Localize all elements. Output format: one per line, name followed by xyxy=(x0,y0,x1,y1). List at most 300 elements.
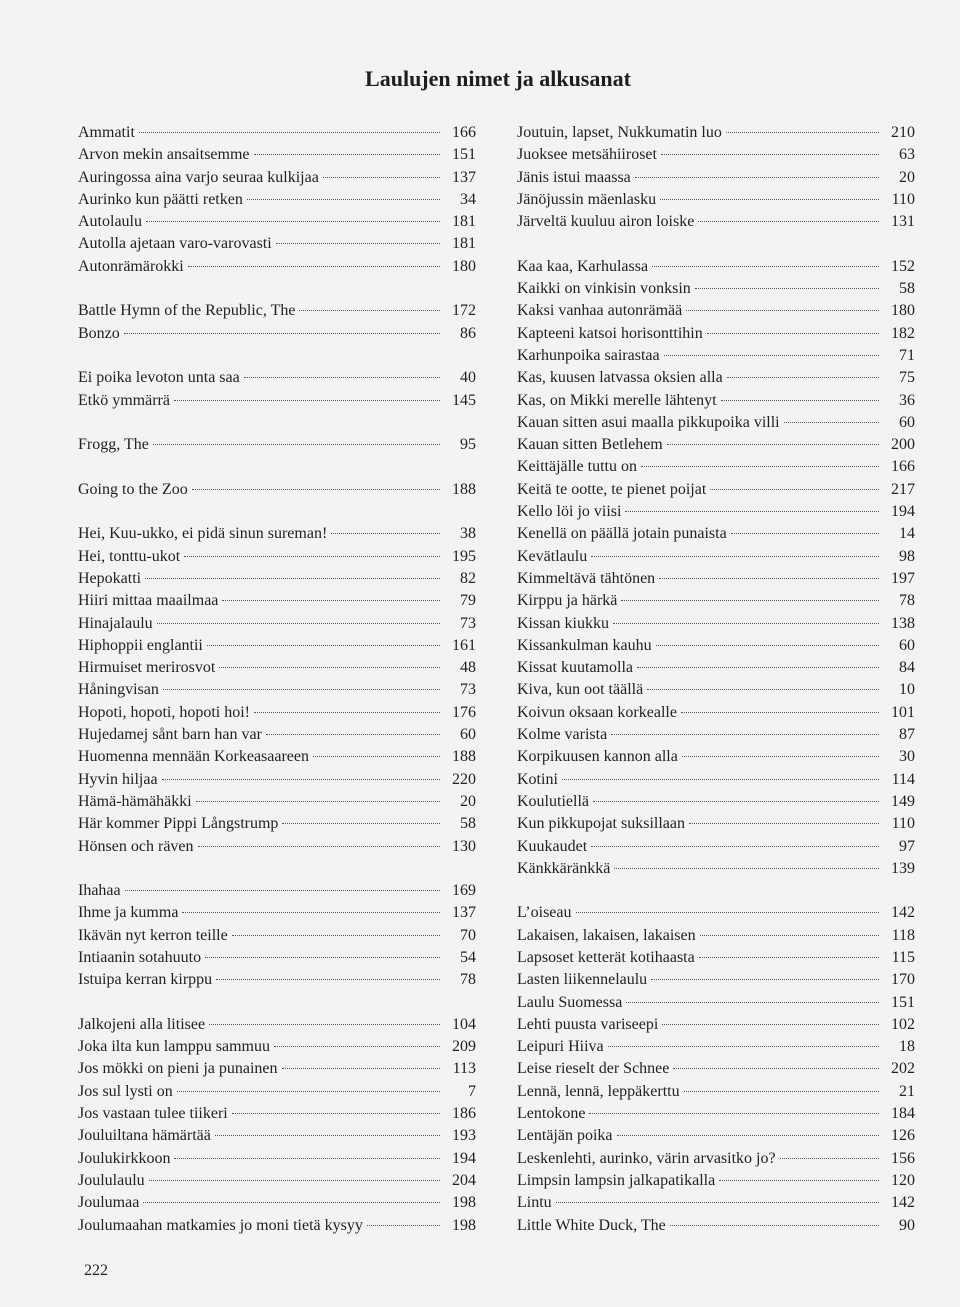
page-reference: 97 xyxy=(899,837,915,855)
song-title: Kenellä on päällä jotain punaista xyxy=(517,525,727,543)
song-title: Koivun oksaan korkealle xyxy=(517,703,677,721)
song-title: Karhunpoika sairastaa xyxy=(517,346,660,364)
page-reference: 18 xyxy=(899,1038,915,1056)
page-reference: 20 xyxy=(460,792,476,810)
page-reference: 204 xyxy=(452,1171,476,1189)
song-title: Hämä-hämähäkki xyxy=(78,792,192,810)
page-title: Laulujen nimet ja alkusanat xyxy=(365,66,631,91)
index-entry xyxy=(78,323,476,345)
dot-leader xyxy=(784,422,879,423)
page-reference: 30 xyxy=(899,748,915,766)
song-title: Frogg, The xyxy=(78,436,149,454)
page-reference: 176 xyxy=(452,703,476,721)
song-title: Lennä, lennä, leppäkerttu xyxy=(517,1082,680,1100)
page-reference: 98 xyxy=(899,547,915,565)
song-title: Jänöjussin mäenlasku xyxy=(517,190,657,208)
index-entry xyxy=(78,746,476,768)
song-title: Hujedamej sånt barn han var xyxy=(78,726,262,744)
song-title: Lehti puusta variseepi xyxy=(517,1015,659,1033)
index-entry xyxy=(517,947,915,969)
song-title: Lakaisen, lakaisen, lakaisen xyxy=(517,926,696,944)
index-entry xyxy=(517,1036,915,1058)
index-entry xyxy=(78,189,476,211)
index-entry xyxy=(78,546,476,568)
dot-leader xyxy=(367,1225,440,1226)
song-title: Etkö ymmärrä xyxy=(78,391,170,409)
song-title: Juoksee metsähiiroset xyxy=(517,146,657,164)
section-gap xyxy=(78,456,476,478)
song-title: Här kommer Pippi Långstrump xyxy=(78,815,279,833)
page-reference: 40 xyxy=(460,369,476,387)
dot-leader xyxy=(670,1225,879,1226)
page-reference: 166 xyxy=(452,124,476,141)
index-entry xyxy=(517,1192,915,1214)
index-entry xyxy=(517,613,915,635)
index-entry xyxy=(517,1058,915,1080)
dot-leader xyxy=(591,556,879,557)
page-reference: 184 xyxy=(891,1105,915,1123)
dot-leader xyxy=(641,466,879,467)
page-reference: 145 xyxy=(452,391,476,409)
dot-leader xyxy=(652,266,879,267)
song-title: Hei, Kuu-ukko, ei pidä sinun sureman! xyxy=(78,525,328,543)
dot-leader xyxy=(222,600,440,601)
index-entry xyxy=(78,144,476,166)
dot-leader xyxy=(635,177,879,178)
index-entry xyxy=(78,122,476,144)
song-title: Kello löi jo viisi xyxy=(517,503,622,521)
dot-leader xyxy=(299,310,440,311)
page-reference: 79 xyxy=(460,592,476,610)
song-title: Autolaulu xyxy=(78,213,142,231)
dot-leader xyxy=(182,912,440,913)
index-entry xyxy=(517,746,915,768)
index-entry xyxy=(78,679,476,701)
song-title: Ihahaa xyxy=(78,882,121,900)
page-reference: 210 xyxy=(891,124,915,141)
index-entry xyxy=(78,367,476,389)
page-reference: 86 xyxy=(460,324,476,342)
page-reference: 130 xyxy=(452,837,476,855)
dot-leader xyxy=(244,377,440,378)
page-reference: 181 xyxy=(452,213,476,231)
song-title: Kas, kuusen latvassa oksien alla xyxy=(517,369,723,387)
index-entry xyxy=(78,1014,476,1036)
page-reference: 209 xyxy=(452,1038,476,1056)
index-entry xyxy=(517,144,915,166)
song-title: Kaikki on vinkisin vonksin xyxy=(517,280,691,298)
song-title: Håningvisan xyxy=(78,681,159,699)
song-title: Kimmeltävä tähtönen xyxy=(517,569,656,587)
song-title: Leskenlehti, aurinko, värin arvasitko jo? xyxy=(517,1149,776,1167)
dot-leader xyxy=(621,600,879,601)
index-entry xyxy=(78,902,476,924)
page-reference: 114 xyxy=(891,770,915,788)
section-gap xyxy=(78,501,476,523)
index-entry xyxy=(78,167,476,189)
page-reference: 54 xyxy=(460,948,476,966)
page-reference: 102 xyxy=(891,1015,915,1033)
page-reference: 48 xyxy=(460,659,476,677)
section-gap xyxy=(78,992,476,1014)
dot-leader xyxy=(196,801,440,802)
dot-leader xyxy=(681,712,879,713)
page-reference: 188 xyxy=(452,480,476,498)
page-reference: 20 xyxy=(899,168,915,186)
song-title: Kissat kuutamolla xyxy=(517,659,633,677)
song-title: Lintu xyxy=(517,1194,552,1212)
dot-leader xyxy=(163,689,440,690)
song-title: Ihme ja kumma xyxy=(78,904,179,922)
song-title: Kuukaudet xyxy=(517,837,588,855)
song-title: Järveltä kuuluu airon loiske xyxy=(517,213,695,231)
dot-leader xyxy=(731,533,879,534)
dot-leader xyxy=(254,712,440,713)
page-reference: 194 xyxy=(891,503,915,521)
dot-leader xyxy=(215,1135,440,1136)
section-gap xyxy=(517,880,915,902)
song-title: Lentäjän poika xyxy=(517,1127,613,1145)
section-gap xyxy=(78,278,476,300)
song-title: Joululaulu xyxy=(78,1171,145,1189)
song-title: Kaa kaa, Karhulassa xyxy=(517,257,649,275)
song-title: Huomenna mennään Korkeasaareen xyxy=(78,748,309,766)
page-reference: 21 xyxy=(899,1082,915,1100)
dot-leader xyxy=(157,623,440,624)
dot-leader xyxy=(139,132,440,133)
song-title: Kun pikkupojat suksillaan xyxy=(517,815,685,833)
dot-leader xyxy=(331,533,440,534)
dot-leader xyxy=(589,1113,879,1114)
index-entry xyxy=(78,1170,476,1192)
dot-leader xyxy=(149,1180,440,1181)
dot-leader xyxy=(162,779,440,780)
dot-leader xyxy=(591,846,879,847)
song-title: Hönsen och räven xyxy=(78,837,194,855)
index-entry xyxy=(517,523,915,545)
page-reference: 113 xyxy=(452,1060,476,1078)
page-reference: 87 xyxy=(899,726,915,744)
page-reference: 126 xyxy=(891,1127,915,1145)
index-entry xyxy=(517,1148,915,1170)
page-reference: 118 xyxy=(891,926,915,944)
page-reference: 188 xyxy=(452,748,476,766)
dot-leader xyxy=(637,667,879,668)
song-title: Istuipa kerran kirppu xyxy=(78,971,213,989)
section-gap xyxy=(78,858,476,880)
dot-leader xyxy=(660,199,879,200)
song-title: Kaksi vanhaa autonrämää xyxy=(517,302,683,320)
song-title: Aurinko kun päätti retken xyxy=(78,190,243,208)
page-reference: 182 xyxy=(891,324,915,342)
song-title: Kevätlaulu xyxy=(517,547,588,565)
index-entry xyxy=(517,679,915,701)
dot-leader xyxy=(282,1068,440,1069)
page-reference: 156 xyxy=(891,1149,915,1167)
index-entry xyxy=(517,501,915,523)
index-entry xyxy=(78,880,476,902)
song-title: Little White Duck, The xyxy=(517,1216,666,1234)
page-reference: 110 xyxy=(891,815,915,833)
dot-leader xyxy=(276,243,440,244)
dot-leader xyxy=(254,154,440,155)
page-reference: 71 xyxy=(899,346,915,364)
index-entry xyxy=(517,479,915,501)
dot-leader xyxy=(313,756,440,757)
page-reference: 110 xyxy=(891,190,915,208)
index-entry xyxy=(517,167,915,189)
dot-leader xyxy=(247,199,440,200)
page-reference: 198 xyxy=(452,1216,476,1234)
song-title: Leipuri Hiiva xyxy=(517,1038,604,1056)
dot-leader xyxy=(608,1046,879,1047)
song-title: Hiiri mittaa maailmaa xyxy=(78,592,219,610)
index-entry xyxy=(517,1125,915,1147)
index-entry xyxy=(78,590,476,612)
song-title: Autonrämärokki xyxy=(78,257,184,275)
page-reference: 7 xyxy=(468,1082,476,1100)
dot-leader xyxy=(721,400,879,401)
index-column-right xyxy=(517,122,915,1237)
index-entry xyxy=(78,1125,476,1147)
index-entry xyxy=(517,323,915,345)
song-title: Ei poika levoton unta saa xyxy=(78,369,240,387)
song-title: Going to the Zoo xyxy=(78,480,188,498)
song-title: Battle Hymn of the Republic, The xyxy=(78,302,296,320)
dot-leader xyxy=(614,868,879,869)
song-title: Kapteeni katsoi horisonttihin xyxy=(517,324,703,342)
section-gap xyxy=(78,345,476,367)
dot-leader xyxy=(282,823,440,824)
index-entry xyxy=(517,1215,915,1237)
song-title: Hei, tonttu-ukot xyxy=(78,547,181,565)
dot-leader xyxy=(726,132,879,133)
dot-leader xyxy=(562,779,879,780)
index-entry xyxy=(517,300,915,322)
index-entry xyxy=(78,1081,476,1103)
page-reference: 137 xyxy=(452,168,476,186)
dot-leader xyxy=(207,645,440,646)
index-entry xyxy=(517,769,915,791)
index-entry xyxy=(517,189,915,211)
index-entry xyxy=(517,836,915,858)
index-entry xyxy=(517,568,915,590)
song-title: Joulukirkkoon xyxy=(78,1149,171,1167)
song-title: Joulumaahan matkamies jo moni tietä kysyy xyxy=(78,1216,363,1234)
index-entry xyxy=(517,546,915,568)
index-entry xyxy=(78,635,476,657)
page-reference: 10 xyxy=(899,681,915,699)
dot-leader xyxy=(698,221,879,222)
page-reference: 14 xyxy=(899,525,915,543)
page-reference: 195 xyxy=(452,547,476,565)
page-reference: 104 xyxy=(452,1015,476,1033)
song-title: Limpsin lampsin jalkapatikalla xyxy=(517,1171,716,1189)
index-entry xyxy=(78,613,476,635)
dot-leader xyxy=(177,1091,440,1092)
song-title: Kolme varista xyxy=(517,726,608,744)
dot-leader xyxy=(232,1113,440,1114)
index-entry xyxy=(78,657,476,679)
page-reference: 202 xyxy=(891,1060,915,1078)
song-title: Keitä te ootte, te pienet poijat xyxy=(517,480,707,498)
index-entry xyxy=(78,1148,476,1170)
dot-leader xyxy=(682,756,879,757)
song-title: Lasten liikennelaulu xyxy=(517,971,648,989)
dot-leader xyxy=(232,935,440,936)
page-reference: 166 xyxy=(891,458,915,476)
index-entry xyxy=(78,390,476,412)
page-reference: 161 xyxy=(452,636,476,654)
page-reference: 101 xyxy=(891,703,915,721)
song-title: Arvon mekin ansaitsemme xyxy=(78,146,250,164)
dot-leader xyxy=(192,489,440,490)
page-reference: 142 xyxy=(891,1194,915,1212)
page-reference: 70 xyxy=(460,926,476,944)
index-entry xyxy=(78,300,476,322)
song-title: Hopoti, hopoti, hopoti hoi! xyxy=(78,703,250,721)
song-title: Kauan sitten Betlehem xyxy=(517,436,663,454)
index-entry xyxy=(517,256,915,278)
dot-leader xyxy=(611,734,879,735)
dot-leader xyxy=(198,846,440,847)
page-reference: 120 xyxy=(891,1171,915,1189)
index-entry xyxy=(78,568,476,590)
song-title: Känkkäränkkä xyxy=(517,859,611,877)
dot-leader xyxy=(699,957,879,958)
page-reference: 152 xyxy=(891,257,915,275)
page-reference: 151 xyxy=(891,993,915,1011)
song-title: Kirppu ja härkä xyxy=(517,592,618,610)
dot-leader xyxy=(780,1158,879,1159)
index-entry xyxy=(517,211,915,233)
dot-leader xyxy=(219,667,440,668)
dot-leader xyxy=(661,154,879,155)
dot-leader xyxy=(626,1002,879,1003)
dot-leader xyxy=(700,935,879,936)
dot-leader xyxy=(651,979,879,980)
page-reference: 217 xyxy=(891,480,915,498)
dot-leader xyxy=(593,801,879,802)
dot-leader xyxy=(188,266,440,267)
index-entry xyxy=(78,1215,476,1237)
index-entry xyxy=(78,1192,476,1214)
page-reference: 84 xyxy=(899,659,915,677)
index-entry xyxy=(78,479,476,501)
song-title: Keittäjälle tuttu on xyxy=(517,458,637,476)
dot-leader xyxy=(656,645,879,646)
page-reference: 60 xyxy=(460,726,476,744)
index-entry xyxy=(78,947,476,969)
dot-leader xyxy=(153,444,440,445)
dot-leader xyxy=(613,623,879,624)
index-entry xyxy=(517,902,915,924)
page-reference: 180 xyxy=(452,257,476,275)
page-reference: 181 xyxy=(452,235,476,253)
index-entry xyxy=(517,412,915,434)
index-entry xyxy=(517,122,915,144)
index-entry xyxy=(78,233,476,255)
dot-leader xyxy=(209,1024,440,1025)
song-title: Lentokone xyxy=(517,1105,586,1123)
page-reference: 58 xyxy=(460,815,476,833)
page-reference: 60 xyxy=(899,413,915,431)
song-title: Kauan sitten asui maalla pikkupoika villi xyxy=(517,413,780,431)
dot-leader xyxy=(174,1158,440,1159)
song-title: Jos vastaan tulee tiikeri xyxy=(78,1105,228,1123)
index-entry xyxy=(517,1103,915,1125)
dot-leader xyxy=(707,333,879,334)
song-title: Jos mökki on pieni ja punainen xyxy=(78,1060,278,1078)
index-entry xyxy=(78,925,476,947)
index-entry xyxy=(78,211,476,233)
index-entry xyxy=(517,791,915,813)
index-entry xyxy=(517,925,915,947)
dot-leader xyxy=(673,1068,879,1069)
page-reference: 82 xyxy=(460,569,476,587)
dot-leader xyxy=(617,1135,879,1136)
page-reference: 73 xyxy=(460,681,476,699)
index-entry xyxy=(517,635,915,657)
song-title: Joulumaa xyxy=(78,1194,140,1212)
song-title: Hyvin hiljaa xyxy=(78,770,158,788)
index-entry xyxy=(517,813,915,835)
page-reference: 194 xyxy=(452,1149,476,1167)
index-entry xyxy=(78,702,476,724)
song-title: Autolla ajetaan varo-varovasti xyxy=(78,235,272,253)
dot-leader xyxy=(576,912,879,913)
page-reference: 90 xyxy=(899,1216,915,1234)
dot-leader xyxy=(647,689,879,690)
dot-leader xyxy=(689,823,879,824)
dot-leader xyxy=(146,221,440,222)
index-entry xyxy=(517,345,915,367)
index-entry xyxy=(78,434,476,456)
index-entry xyxy=(517,367,915,389)
song-title: Ikävän nyt kerron teille xyxy=(78,926,228,944)
song-title: L’oiseau xyxy=(517,904,572,922)
index-entry xyxy=(517,456,915,478)
song-title: Kissankulman kauhu xyxy=(517,636,652,654)
dot-leader xyxy=(323,177,440,178)
song-title: Jänis istui maassa xyxy=(517,168,631,186)
dot-leader xyxy=(684,1091,879,1092)
song-title: Ammatit xyxy=(78,124,135,141)
page-reference: 60 xyxy=(899,636,915,654)
index-entry xyxy=(78,1058,476,1080)
song-title: Jalkojeni alla litisee xyxy=(78,1015,206,1033)
page-number: 222 xyxy=(84,1262,108,1279)
page-reference: 172 xyxy=(452,302,476,320)
index-entry xyxy=(78,1036,476,1058)
index-entry xyxy=(517,1170,915,1192)
song-title: Joutuin, lapset, Nukkumatin luo xyxy=(517,124,722,141)
song-title: Laulu Suomessa xyxy=(517,993,623,1011)
dot-leader xyxy=(145,578,440,579)
index-entry xyxy=(517,1081,915,1103)
page-reference: 220 xyxy=(452,770,476,788)
dot-leader xyxy=(556,1202,879,1203)
dot-leader xyxy=(686,310,879,311)
page-reference: 36 xyxy=(899,391,915,409)
index-entry xyxy=(78,256,476,278)
page-reference: 197 xyxy=(891,569,915,587)
song-title: Hepokatti xyxy=(78,569,142,587)
song-title: Hinajalaulu xyxy=(78,614,153,632)
song-title: Jos sul lysti on xyxy=(78,1082,173,1100)
index-entry xyxy=(517,724,915,746)
dot-leader xyxy=(664,355,879,356)
